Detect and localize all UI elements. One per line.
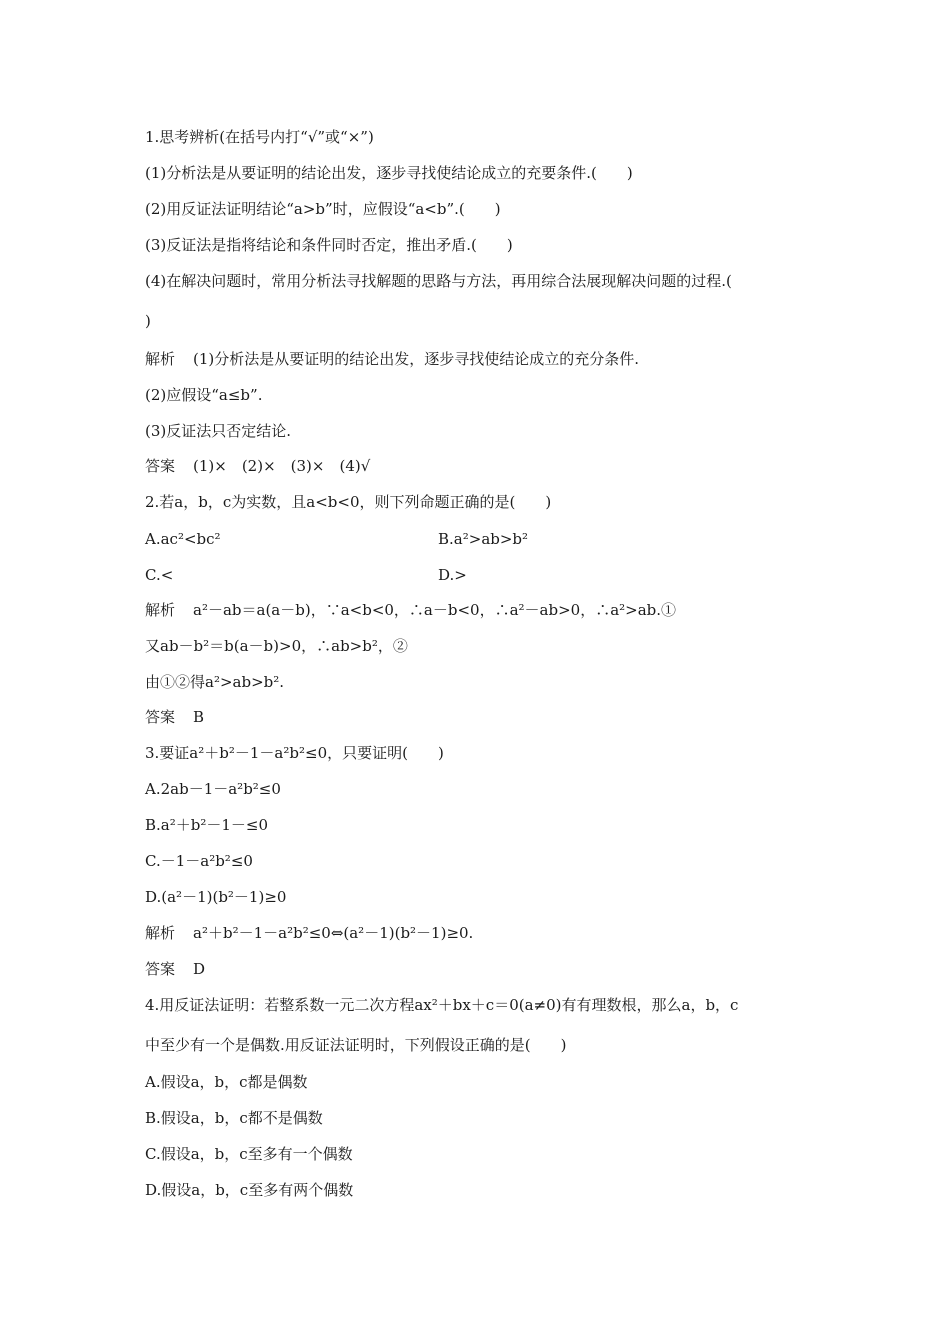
q3-option-b: B.a²＋b²－1－≤0: [145, 816, 269, 834]
q4-option-b: B.假设a，b，c都不是偶数: [145, 1109, 323, 1127]
q3-analysis: 解析 a²＋b²－1－a²b²≤0⇔(a²－1)(b²－1)≥0.: [145, 924, 474, 942]
q3-option-d: D.(a²－1)(b²－1)≥0: [145, 888, 287, 906]
q1-analysis: 解析 (1)分析法是从要证明的结论出发，逐步寻找使结论成立的充分条件.: [145, 350, 640, 368]
q1-item-4-cont: ): [145, 312, 151, 330]
q2-option-a: A.ac²<bc²: [145, 530, 221, 548]
q1-answer: 答案 (1)× (2)× (3)× (4)√: [145, 457, 371, 475]
q3-option-c: C.－1－a²b²≤0: [145, 852, 253, 870]
q4-option-c: C.假设a，b，c至多有一个偶数: [145, 1145, 353, 1163]
q3-answer: 答案 D: [145, 960, 206, 978]
q2-answer: 答案 B: [145, 708, 205, 726]
q1-item-2: (2)用反证法证明结论“a>b”时，应假设“a<b”.( ): [145, 200, 501, 218]
q2-analysis-3: 由①②得a²>ab>b².: [145, 673, 285, 691]
q1-heading: 1.思考辨析(在括号内打“√”或“×”): [145, 128, 374, 146]
q2-option-d: D.>: [438, 566, 467, 584]
q2-option-c: C.<: [145, 566, 174, 584]
q2-analysis-2: 又ab－b²＝b(a－b)>0，∴ab>b²，②: [145, 637, 408, 655]
q1-analysis-2: (2)应假设“a≤b”.: [145, 386, 263, 404]
q4-heading-cont: 中至少有一个是偶数.用反证法证明时，下列假设正确的是( ): [145, 1036, 567, 1054]
q1-analysis-3: (3)反证法只否定结论.: [145, 422, 292, 440]
q2-heading: 2.若a，b，c为实数，且a<b<0，则下列命题正确的是( ): [145, 493, 552, 511]
q4-option-a: A.假设a，b，c都是偶数: [145, 1073, 308, 1091]
q1-item-4: (4)在解决问题时，常用分析法寻找解题的思路与方法，再用综合法展现解决问题的过程.(: [145, 272, 732, 290]
q4-option-d: D.假设a，b，c至多有两个偶数: [145, 1181, 354, 1199]
q1-item-3: (3)反证法是指将结论和条件同时否定，推出矛盾.( ): [145, 236, 513, 254]
q4-heading: 4.用反证法证明：若整系数一元二次方程ax²＋bx＋c＝0(a≠0)有有理数根，那么a，b，c: [145, 996, 739, 1014]
q3-heading: 3.要证a²＋b²－1－a²b²≤0，只要证明( ): [145, 744, 444, 762]
q1-item-1: (1)分析法是从要证明的结论出发，逐步寻找使结论成立的充要条件.( ): [145, 164, 633, 182]
q2-option-b: B.a²>ab>b²: [438, 530, 529, 548]
q2-analysis: 解析 a²－ab＝a(a－b)，∵a<b<0，∴a－b<0，∴a²－ab>0，∴a²>ab.①: [145, 601, 677, 619]
q3-option-a: A.2ab－1－a²b²≤0: [145, 780, 281, 798]
